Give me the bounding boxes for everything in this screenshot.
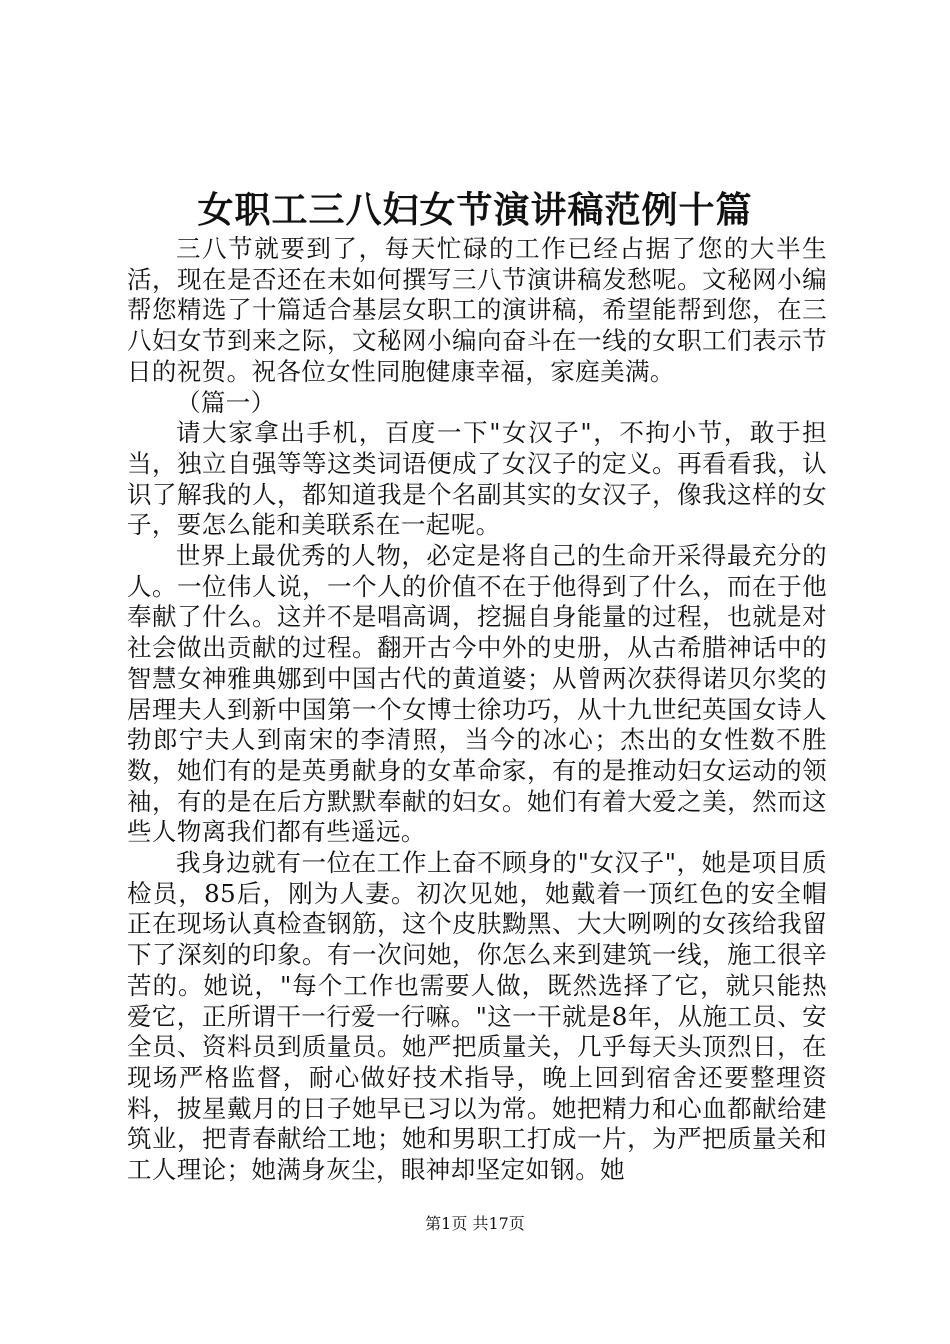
document-body [127, 234, 827, 1186]
paragraph-intro: 三八节就要到了，每天忙碌的工作已经占据了您的大半生活，现在是否还在未如何撰写三八节演讲稿发愁呢。文秘网小编帮您精选了十篇适合基层女职工的演讲稿，希望能帮到您，在三八妇女节到来之际，文秘网小编向奋斗在一线的女职工们表示节日的祝贺。祝各位女性同胞健康幸福，家庭美满。 [127, 234, 827, 386]
paragraph-1: 请大家拿出手机，百度一下"女汉子"，不拘小节，敢于担当，独立自强等等这类词语便成了女汉子的定义。再看看我，认识了解我的人，都知道我是个名副其实的女汉子，像我这样的女子，要怎么能和美联系在一起呢。 [127, 418, 827, 540]
document-title: 女职工三八妇女节演讲稿范例十篇 [197, 189, 753, 231]
page-number-footer: 第1页 共17页 [425, 1214, 525, 1233]
paragraph-section-label: （篇一） [176, 387, 276, 417]
paragraph-2: 世界上最优秀的人物，必定是将自己的生命开采得最充分的人。一位伟人说，一个人的价值不在于他得到了什么，而在于他奉献了什么。这并不是唱高调，挖掘自身能量的过程，也就是对社会做出贡献的过程。翻开古今中外的史册，从古希腊神话中的智慧女神雅典娜到中国古代的黄道婆；从曾两次获得诺贝尔奖的居理夫人到新中国第一个女博士徐功巧，从十九世纪英国女诗人勃郎宁夫人到南宋的李清照，当今的冰心；杰出的女性数不胜数，她们有的是英勇献身的女革命家，有的是推动妇女运动的领袖，有的是在后方默默奉献的妇女。她们有着大爱之美，然而这些人物离我们都有些遥远。 [127, 541, 827, 847]
paragraph-3: 我身边就有一位在工作上奋不顾身的"女汉子"，她是项目质检员，85后，刚为人妻。初次见她，她戴着一顶红色的安全帽正在现场认真检查钢筋，这个皮肤黝黑、大大咧咧的女孩给我留下了深刻的印象。有一次问她，你怎么来到建筑一线，施工很辛苦的。她说，"每个工作也需要人做，既然选择了它，就只能热爱它，正所谓干一行爱一行嘛。"这一干就是8年，从施工员、安全员、资料员到质量员。她严把质量关，几乎每天头顶烈日，在现场严格监督，耐心做好技术指导，晚上回到宿舍还要整理资料，披星戴月的日子她早已习以为常。她把精力和心血都献给建筑业，把青春献给工地；她和男职工打成一片，为严把质量关和工人理论；她满身灰尘，眼神却坚定如钢。她 [127, 848, 827, 1185]
